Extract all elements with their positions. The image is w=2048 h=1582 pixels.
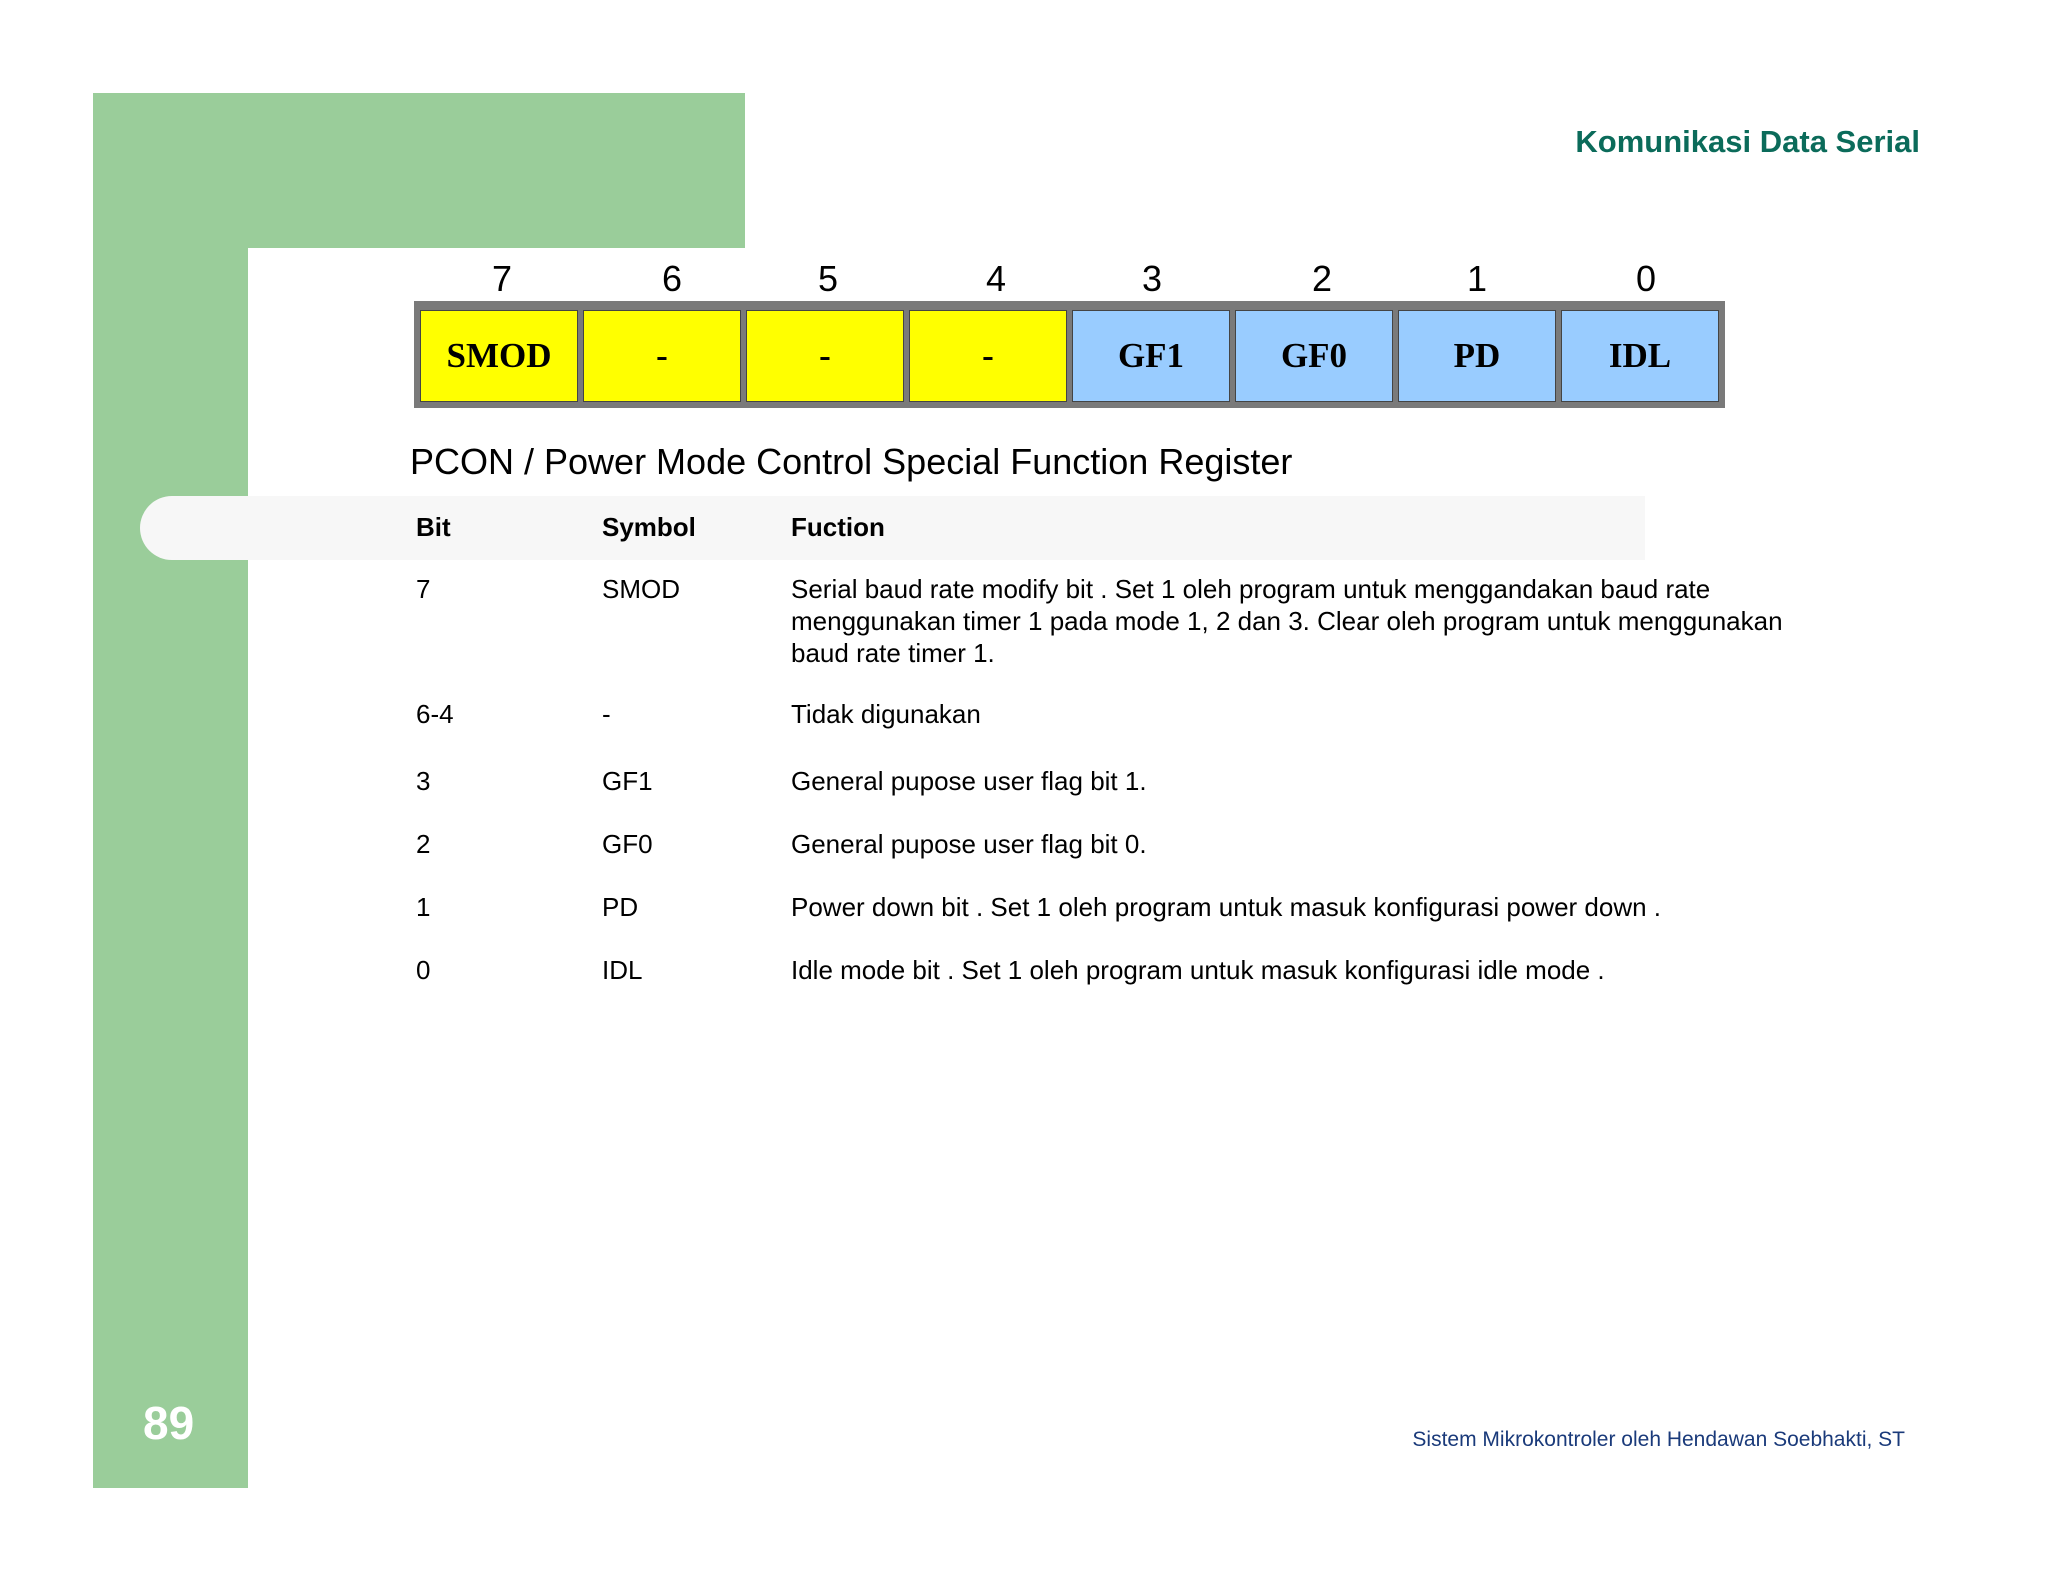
- pcon-register-diagram: [414, 301, 1725, 408]
- bit-number-3: 3: [1141, 258, 1163, 299]
- table-row-symbol: GF1: [602, 766, 653, 796]
- bit-number-1: 1: [1466, 258, 1488, 299]
- table-row-function: Idle mode bit . Set 1 oleh program untuk masuk konfigurasi idle mode .: [791, 955, 1605, 985]
- table-row-bit: 6-4: [416, 699, 454, 729]
- register-cell-gf0: GF0: [1235, 310, 1393, 402]
- register-cell-pd: PD: [1398, 310, 1556, 402]
- table-row-function: Power down bit . Set 1 oleh program untuk masuk konfigurasi power down .: [791, 892, 1662, 922]
- table-row-function: General pupose user flag bit 1.: [791, 766, 1147, 796]
- register-cell-bit5: -: [746, 310, 904, 402]
- green-top-bar: [93, 93, 745, 248]
- bit-number-5: 5: [817, 258, 839, 299]
- column-header-bit: Bit: [416, 512, 451, 542]
- column-header-symbol: Symbol: [602, 512, 696, 542]
- table-row-bit: 2: [416, 829, 431, 859]
- bit-number-7: 7: [491, 258, 513, 299]
- register-caption: PCON / Power Mode Control Special Function Register: [410, 441, 1293, 482]
- table-row-function: General pupose user flag bit 0.: [791, 829, 1147, 859]
- bit-number-2: 2: [1311, 258, 1333, 299]
- register-cell-smod: SMOD: [420, 310, 578, 402]
- table-row-bit: 3: [416, 766, 431, 796]
- table-row-function: Tidak digunakan: [791, 699, 981, 729]
- table-row-symbol: PD: [602, 892, 639, 922]
- table-row-bit: 7: [416, 574, 431, 604]
- register-cell-gf1: GF1: [1072, 310, 1230, 402]
- bit-number-6: 6: [661, 258, 683, 299]
- table-row-bit: 1: [416, 892, 431, 922]
- register-cell-bit6: -: [583, 310, 741, 402]
- table-row-symbol: IDL: [602, 955, 643, 985]
- footer-credit: Sistem Mikrokontroler oleh Hendawan Soebhakti, ST: [1412, 1428, 1905, 1451]
- page-number: 89: [143, 1397, 195, 1449]
- table-row-function: Serial baud rate modify bit . Set 1 oleh program untuk menggandakan baud rate menggunakan timer 1 pada mode 1, 2 dan 3. Clear oleh program untuk menggunakan baud rate timer 1.: [791, 574, 1783, 668]
- table-row-symbol: GF0: [602, 829, 653, 859]
- register-cell-bit4: -: [909, 310, 1067, 402]
- register-cell-idl: IDL: [1561, 310, 1719, 402]
- column-header-function: Fuction: [791, 512, 885, 542]
- table-row-bit: 0: [416, 955, 431, 985]
- table-row-symbol: SMOD: [602, 574, 680, 604]
- slide-title: Komunikasi Data Serial: [1575, 124, 1920, 159]
- bit-number-4: 4: [985, 258, 1007, 299]
- green-sidebar-bar: [93, 93, 248, 1488]
- table-row-symbol: -: [602, 699, 611, 729]
- bit-number-0: 0: [1635, 258, 1657, 299]
